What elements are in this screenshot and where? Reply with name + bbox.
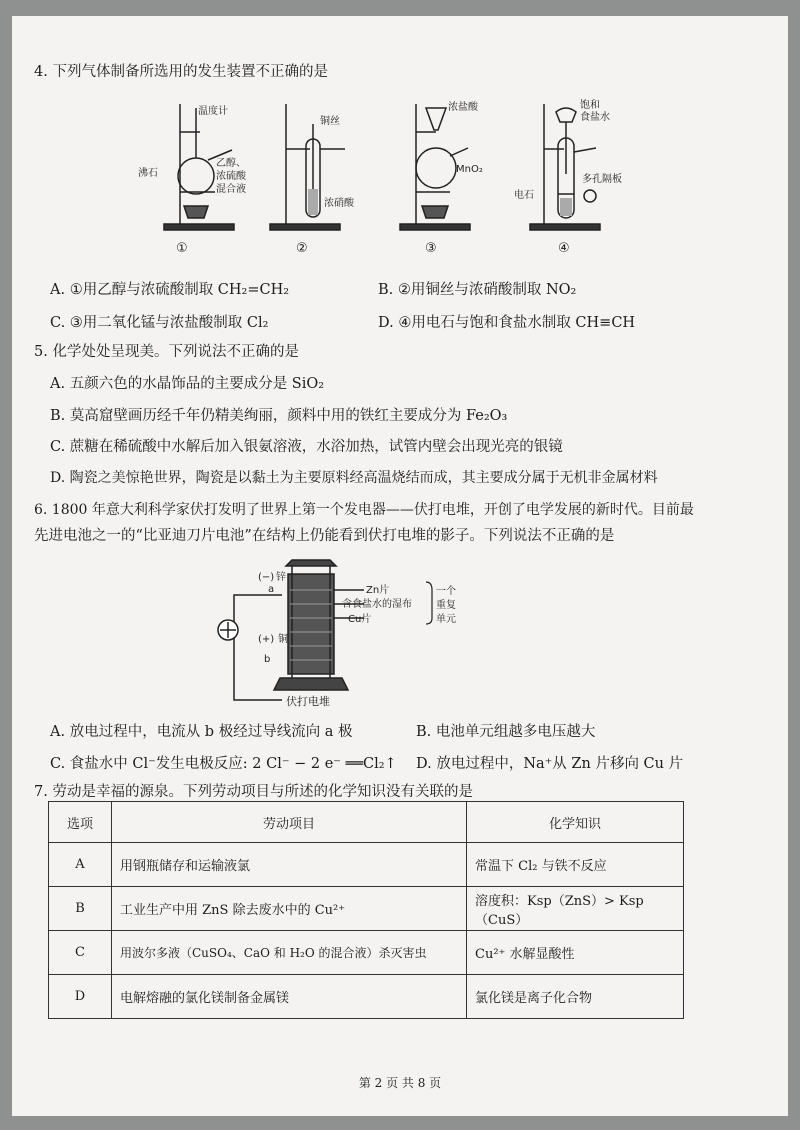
q7-row-key: A — [49, 843, 112, 887]
q6-option-d[interactable]: D. 放电过程中，Na⁺从 Zn 片移向 Cu 片 — [416, 756, 684, 772]
q4-stem: 4. 下列气体制备所选用的发生装置不正确的是 — [34, 64, 328, 80]
q4-option-b[interactable]: B. ②用铜丝与浓硝酸制取 NO₂ — [378, 282, 577, 298]
q4-label-calcium-carbide: 电石 — [514, 190, 534, 201]
q7-row-task: 用波尔多液（CuSO₄、CaO 和 H₂O 的混合液）杀灭害虫 — [112, 931, 467, 975]
q4-figure-number-1: ① — [176, 241, 188, 256]
q6-label-unit-3: 单元 — [436, 614, 456, 625]
q7-table-header — [49, 802, 684, 843]
q4-label-porous-plate: 多孔隔板 — [582, 174, 622, 185]
q4-label-conc-nitric: 浓硝酸 — [324, 198, 354, 209]
page-footer: 第 2 页 共 8 页 — [358, 1076, 442, 1090]
q5-stem: 5. 化学处处呈现美。下列说法不正确的是 — [34, 344, 299, 360]
table-row — [49, 975, 684, 1019]
q6-label-cu-plate: Cu片 — [348, 614, 372, 625]
q7-row-knowledge: Cu²⁺ 水解显酸性 — [467, 931, 684, 975]
q7-stem: 7. 劳动是幸福的源泉。下列劳动项目与所述的化学知识没有关联的是 — [34, 784, 473, 800]
q4-label-copper-wire: 铜丝 — [320, 116, 340, 127]
q6-label-unit-2: 重复 — [436, 600, 456, 611]
q7-row-task: 电解熔融的氯化镁制备金属镁 — [112, 975, 467, 1019]
q4-figure-number-4: ④ — [558, 241, 570, 256]
q6-option-b[interactable]: B. 电池单元组越多电压越大 — [416, 724, 596, 740]
q4-figure-number-3: ③ — [425, 241, 437, 256]
q4-label-brine: 食盐水 — [580, 112, 610, 123]
q6-label-copper: 铜 — [278, 634, 288, 645]
q7-row-key: D — [49, 975, 112, 1019]
q7-row-knowledge: 常温下 Cl₂ 与铁不反应 — [467, 843, 684, 887]
q7-row-knowledge: 溶度积：Ksp（ZnS）> Ksp（CuS） — [467, 887, 684, 931]
q4-label-mno2: MnO₂ — [456, 164, 483, 175]
q7-row-task: 用钢瓶储存和运输液氯 — [112, 843, 467, 887]
q7-table — [48, 801, 684, 1019]
q6-label-zinc: 锌 — [276, 572, 286, 583]
q4-label-ethanol: 乙醇、 — [216, 158, 246, 169]
q7-row-task: 工业生产中用 ZnS 除去废水中的 Cu²⁺ — [112, 887, 467, 931]
q6-label-a: a — [268, 584, 275, 595]
q6-label-zn-plate: Zn片 — [366, 585, 390, 596]
q7-row-key: C — [49, 931, 112, 975]
q4-label-boiling-chips: 沸石 — [138, 168, 158, 179]
q5-option-a[interactable]: A. 五颜六色的水晶饰品的主要成分是 SiO₂ — [50, 376, 325, 392]
q6-label-b: b — [264, 654, 271, 665]
q6-figure-title: 伏打电堆 — [286, 695, 330, 708]
table-row — [49, 887, 684, 931]
q4-option-c[interactable]: C. ③用二氧化锰与浓盐酸制取 Cl₂ — [50, 315, 269, 331]
q6-label-wet-cloth: 含食盐水的湿布 — [342, 599, 412, 610]
q7-header-knowledge: 化学知识 — [467, 802, 684, 843]
q6-label-unit-1: 一个 — [436, 586, 456, 597]
q5-option-b[interactable]: B. 莫高窟壁画历经千年仍精美绚丽，颜料中用的铁红主要成分为 Fe₂O₃ — [50, 408, 508, 424]
q6-option-a[interactable]: A. 放电过程中，电流从 b 极经过导线流向 a 极 — [50, 724, 353, 740]
q4-label-thermometer: 温度计 — [198, 106, 228, 117]
q4-label-conc-sulfuric: 浓硫酸 — [216, 171, 246, 182]
q7-row-key: B — [49, 887, 112, 931]
q4-figure-number-2: ② — [296, 241, 308, 256]
q4-label-saturated: 饱和 — [580, 100, 600, 111]
q4-label-mixture: 混合液 — [216, 184, 246, 195]
q5-option-d[interactable]: D. 陶瓷之美惊艳世界，陶瓷是以黏土为主要原料经高温烧结而成，其主要成分属于无机非金属材料 — [50, 470, 658, 486]
q7-row-knowledge: 氯化镁是离子化合物 — [467, 975, 684, 1019]
q6-stem-line1: 6. 1800 年意大利科学家伏打发明了世界上第一个发电器——伏打电堆，开创了电学发展的新时代。目前最 — [34, 502, 694, 518]
q4-apparatus-figure — [120, 94, 680, 264]
q6-voltaic-pile-figure — [200, 550, 480, 710]
q5-option-c[interactable]: C. 蔗糖在稀硫酸中水解后加入银氨溶液，水浴加热，试管内壁会出现光亮的银镜 — [50, 439, 563, 455]
q6-stem-line2: 先进电池之一的“比亚迪刀片电池”在结构上仍能看到伏打电堆的影子。下列说法不正确的是 — [34, 528, 615, 544]
q7-header-task: 劳动项目 — [112, 802, 467, 843]
q6-label-negative: (−) — [258, 572, 275, 583]
q4-option-a[interactable]: A. ①用乙醇与浓硫酸制取 CH₂=CH₂ — [50, 282, 290, 298]
q6-label-positive: (+) — [258, 634, 275, 645]
q4-label-conc-hcl: 浓盐酸 — [448, 102, 478, 113]
table-row — [49, 843, 684, 887]
q7-header-option: 选项 — [49, 802, 112, 843]
table-row — [49, 931, 684, 975]
q6-option-c[interactable]: C. 食盐水中 Cl⁻发生电极反应: 2 Cl⁻ − 2 e⁻ ══Cl₂↑ — [50, 756, 397, 772]
q4-option-d[interactable]: D. ④用电石与饱和食盐水制取 CH≡CH — [378, 315, 636, 331]
